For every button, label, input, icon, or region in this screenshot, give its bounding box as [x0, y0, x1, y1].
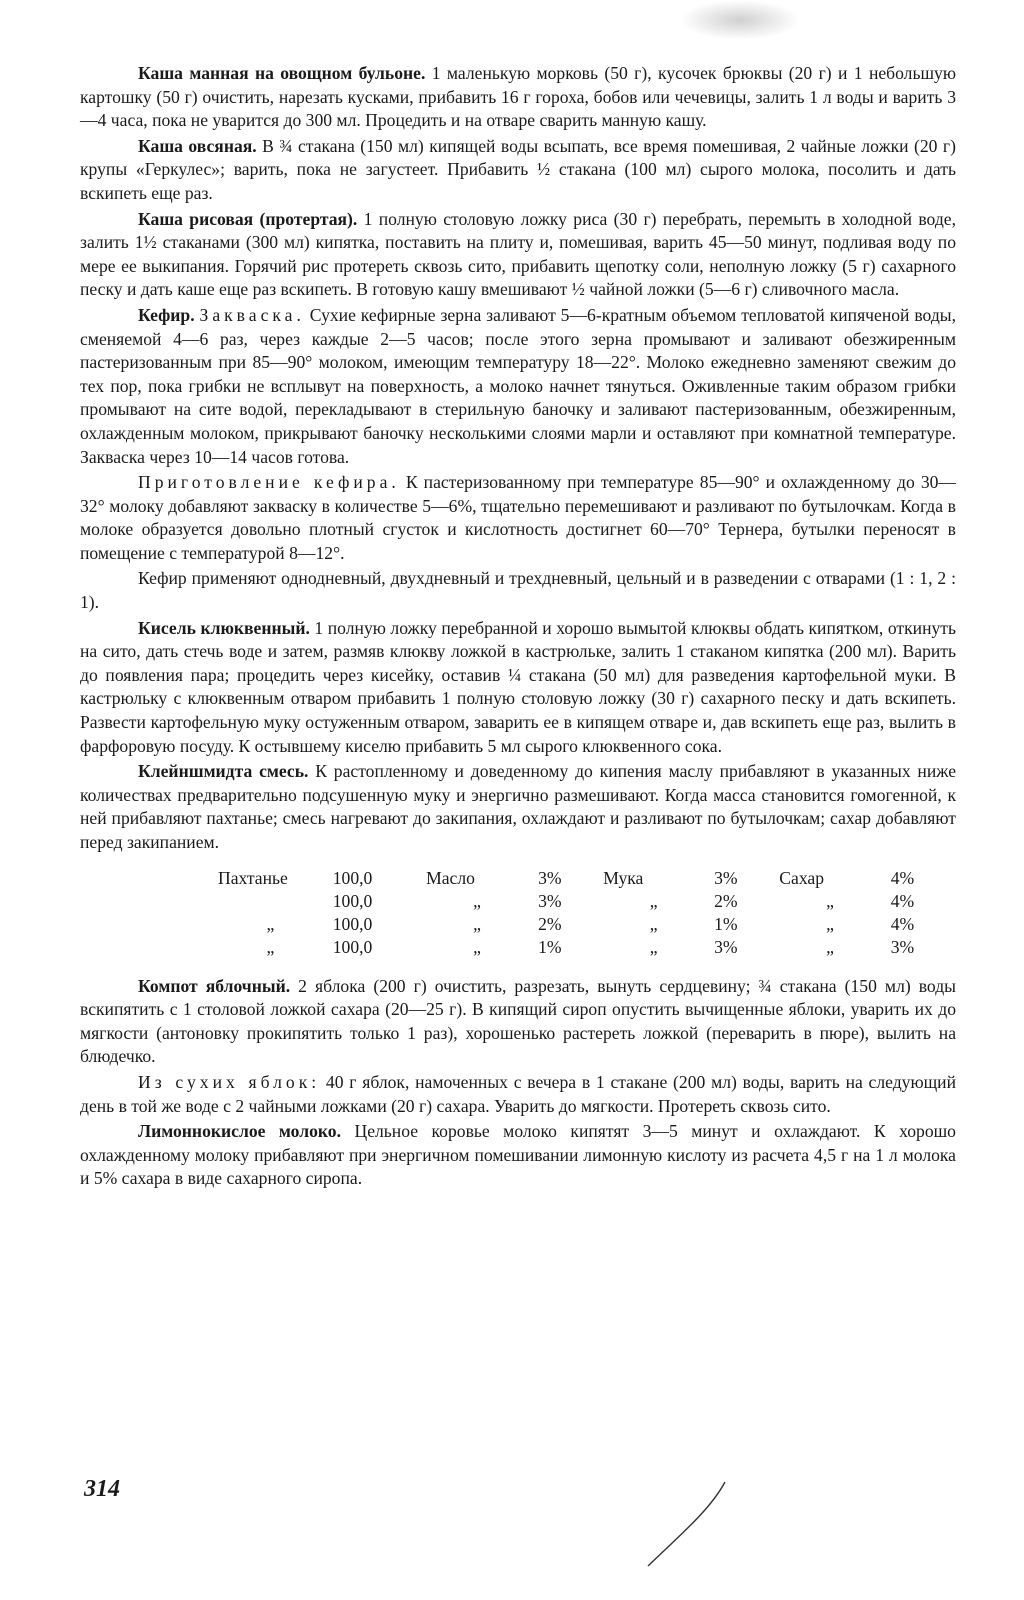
table-cell: „: [266, 936, 275, 957]
entry-text: В ¾ стакана (150 мл) кипящей воды всыпать, все время помешивая, 2 чайные ложки (20 г) крупы «Геркулес»; варить, пока не загустеет. Прибавить ½ стакана (100 мл) сырого молока, посолить и дать вскипеть еще раз.: [80, 135, 957, 203]
table-cell: 100,0: [332, 890, 373, 911]
entry-title: Клейншмидта смесь.: [138, 761, 309, 782]
paragraph-kasha-risovaya: [80, 208, 956, 302]
entry-title: Каша овсяная.: [138, 135, 257, 156]
table-cell: Мука: [603, 867, 644, 888]
entry-text: 1 маленькую морковь (50 г), кусочек брюквы (20 г) и 1 небольшую картошку (50 г) очистить, нарезать кусками, прибавить 16 г гороха, бобов или чечевицы, залить 1 л воды и варить 3—4 часа, пока не уварится до 300 мл. Процедить и на отваре сварить манную кашу.: [80, 63, 956, 131]
table-cell: 3%: [538, 890, 562, 911]
pen-stroke-mark: [640, 1480, 730, 1570]
table-cell: 100,0: [332, 867, 373, 888]
paragraph-kefir-preparation: [80, 471, 956, 565]
entry-title: Каша манная на овощном бульоне.: [138, 63, 426, 83]
mixture-table: [218, 867, 956, 959]
table-cell: 4%: [890, 890, 915, 911]
entry-title: Кисель клюквенный.: [138, 617, 310, 638]
entry-text: 2 яблока (200 г) очистить, разрезать, вынуть сердцевину; ¾ стакана (150 мл) воды вскипятить с 1 столовой ложкой сахара (20—25 г). В кипящий сироп опустить вычищенные яблоки, уварить их до мягкости (антоновку прокипятить только 1 раз), хорошенько растереть ложкой (переварить в пюре), вылить на блюдечко.: [80, 975, 956, 1067]
table-cell: „: [649, 936, 658, 957]
print-stain: [680, 0, 800, 40]
paragraph-kefir-usage: [80, 567, 956, 614]
table-cell: 3%: [538, 867, 562, 888]
table-cell: „: [826, 936, 834, 957]
paragraph-kompot-dried: [80, 1071, 956, 1118]
entry-title: Кефир.: [138, 304, 195, 325]
table-cell: „: [473, 913, 481, 934]
entry-title: Каша рисовая (протертая).: [138, 208, 358, 229]
entry-subtitle: Закваска.: [199, 304, 305, 325]
page-number: 314: [84, 1476, 120, 1502]
entry-text: Сухие кефирные зерна заливают 5—6-кратным объемом тепловатой кипяченой воды, сменяемой 4—6 раз, через каждые 2—5 часов; после этого зерна промывают и заливают обезжиренным пастеризованным при 85—90° молоком, имеющим температуру 18—22°. Молоко ежедневно заменяют свежим до тех пор, пока грибки не всплывут на поверхность, а молоко начнет тянуться. Оживленные таким образом грибки промывают на сите водой, перекладывают в стерильную баночку и заливают пастеризованным, обезжиренным, охлажденным молоком, прикрывают баночку несколькими слоями марли и оставляют при комнатной температуре. Закваска через 10—14 часов готова.: [80, 304, 956, 467]
table-row: [218, 913, 956, 936]
table-cell: „: [826, 890, 834, 911]
table-cell: „: [649, 890, 658, 911]
table-cell: 100,0: [332, 913, 373, 934]
table-cell: 4%: [890, 913, 915, 934]
entry-text: К растопленному и доведенному до кипения маслу прибавляют в указанных ниже количествах предварительно подсушенную муку и энергично размешивают. Когда масса становится гомогенной, к ней прибавляют пахтанье; смесь нагревают до закипания, охлаждают и разливают по бутылочкам; сахар добавляют перед закипанием.: [80, 761, 956, 852]
table-cell: 2%: [538, 913, 562, 934]
table-cell: Пахтанье: [218, 867, 288, 888]
table-cell: Масло: [426, 867, 475, 888]
entry-text: 1 полную ложку перебранной и хорошо вымытой клюквы обдать кипятком, откинуть на сито, дать стечь воде и затем, размяв клюкву ложкой в кастрюльке, залить 1 стаканом кипятка (200 мл). Варить до появления пара; процедить через кисейку, оставив ¼ стакана (50 мл) для разведения картофельной муки. В кастрюльку с клюквенным отваром прибавить 1 полную столовую ложку (30 г) сахарного песку и дать вскипеть. Развести картофельную муку остуженным отваром, заварить ее в кипящем отваре и, дав вскипеть еще раз, вылить в фарфоровую посуду. К остывшему киселю прибавить 5 мл сырого клюквенного сока.: [80, 617, 956, 756]
entry-subtitle: Приготовление кефира.: [138, 472, 400, 493]
table-cell: 100,0: [332, 936, 373, 957]
entry-title: Компот яблочный.: [138, 975, 291, 996]
table-row: [218, 867, 956, 890]
table-cell: „: [473, 936, 481, 957]
entry-text: К пастеризованному при температуре 85—90° и охлажденному до 30—32° молоку добавляют закваску в количестве 5—6%, тщательно перемешивают и разливают по бутылочкам. Когда в молоке образуется довольно плотный сгусток и кислотность достигнет 60—70° Тернера, бутылки переносят в помещение с температурой 8—12°.: [80, 472, 957, 563]
table-cell: 4%: [890, 867, 915, 888]
paragraph-kompot: [80, 975, 956, 1069]
paragraph-kleinschmidt: [80, 760, 956, 854]
entry-subtitle: Из сухих яблок:: [138, 1071, 321, 1092]
entry-text: 40 г яблок, намоченных с вечера в 1 стакане (200 мл) воды, варить на следующий день в той же воде с 2 чайными ложками (20 г) сахара. Уварить до мягкости. Протереть сквозь сито.: [80, 1071, 956, 1116]
table-cell: 3%: [714, 936, 738, 957]
table-cell: „: [826, 913, 834, 934]
table-row: [218, 936, 956, 959]
table-cell: 3%: [714, 867, 738, 888]
entry-text: Цельное коровье молоко кипятят 3—5 минут и охлаждают. К хорошо охлажденному молоку прибавляют при энергичном помешивании лимонную кислоту из расчета 4,5 г на 1 л молока и 5% сахара в виде сахарного сиропа.: [80, 1121, 956, 1189]
paragraph-kefir: [80, 304, 956, 469]
table-cell: 1%: [714, 913, 738, 934]
entry-title: Лимоннокислое молоко.: [138, 1121, 341, 1142]
table-cell: 2%: [714, 890, 738, 911]
paragraph-kisel: [80, 617, 956, 759]
table-cell: Сахар: [779, 867, 825, 888]
paragraph-kasha-mannaya: [80, 62, 956, 133]
entry-text: Кефир применяют однодневный, двухдневный и трехдневный, цельный и в разведении с отварами (1 : 1, 2 : 1).: [80, 568, 956, 613]
paragraph-kasha-ovsyanaya: [80, 135, 956, 206]
table-cell: [218, 890, 333, 913]
table-cell: 1%: [538, 936, 562, 957]
table-cell: „: [266, 913, 275, 934]
entry-text: 1 полную столовую ложку риса (30 г) перебрать, перемыть в холодной воде, залить 1½ стаканами (300 мл) кипятка, поставить на плиту и, помешивая, варить 45—50 минут, подливая воду по мере ее выкипания. Горячий рис протереть сквозь сито, прибавить щепотку соли, неполную ложку (5 г) сахарного песку и дать каше еще раз вскипеть. В готовую кашу вмешивают ½ чайной ложки (5—6 г) сливочного масла.: [80, 208, 956, 300]
table-cell: „: [473, 890, 481, 911]
table-cell: 3%: [890, 936, 915, 957]
table-cell: „: [649, 913, 658, 934]
page-body: [80, 62, 956, 1193]
paragraph-lemon-milk: [80, 1120, 956, 1191]
table-row: [218, 890, 956, 913]
